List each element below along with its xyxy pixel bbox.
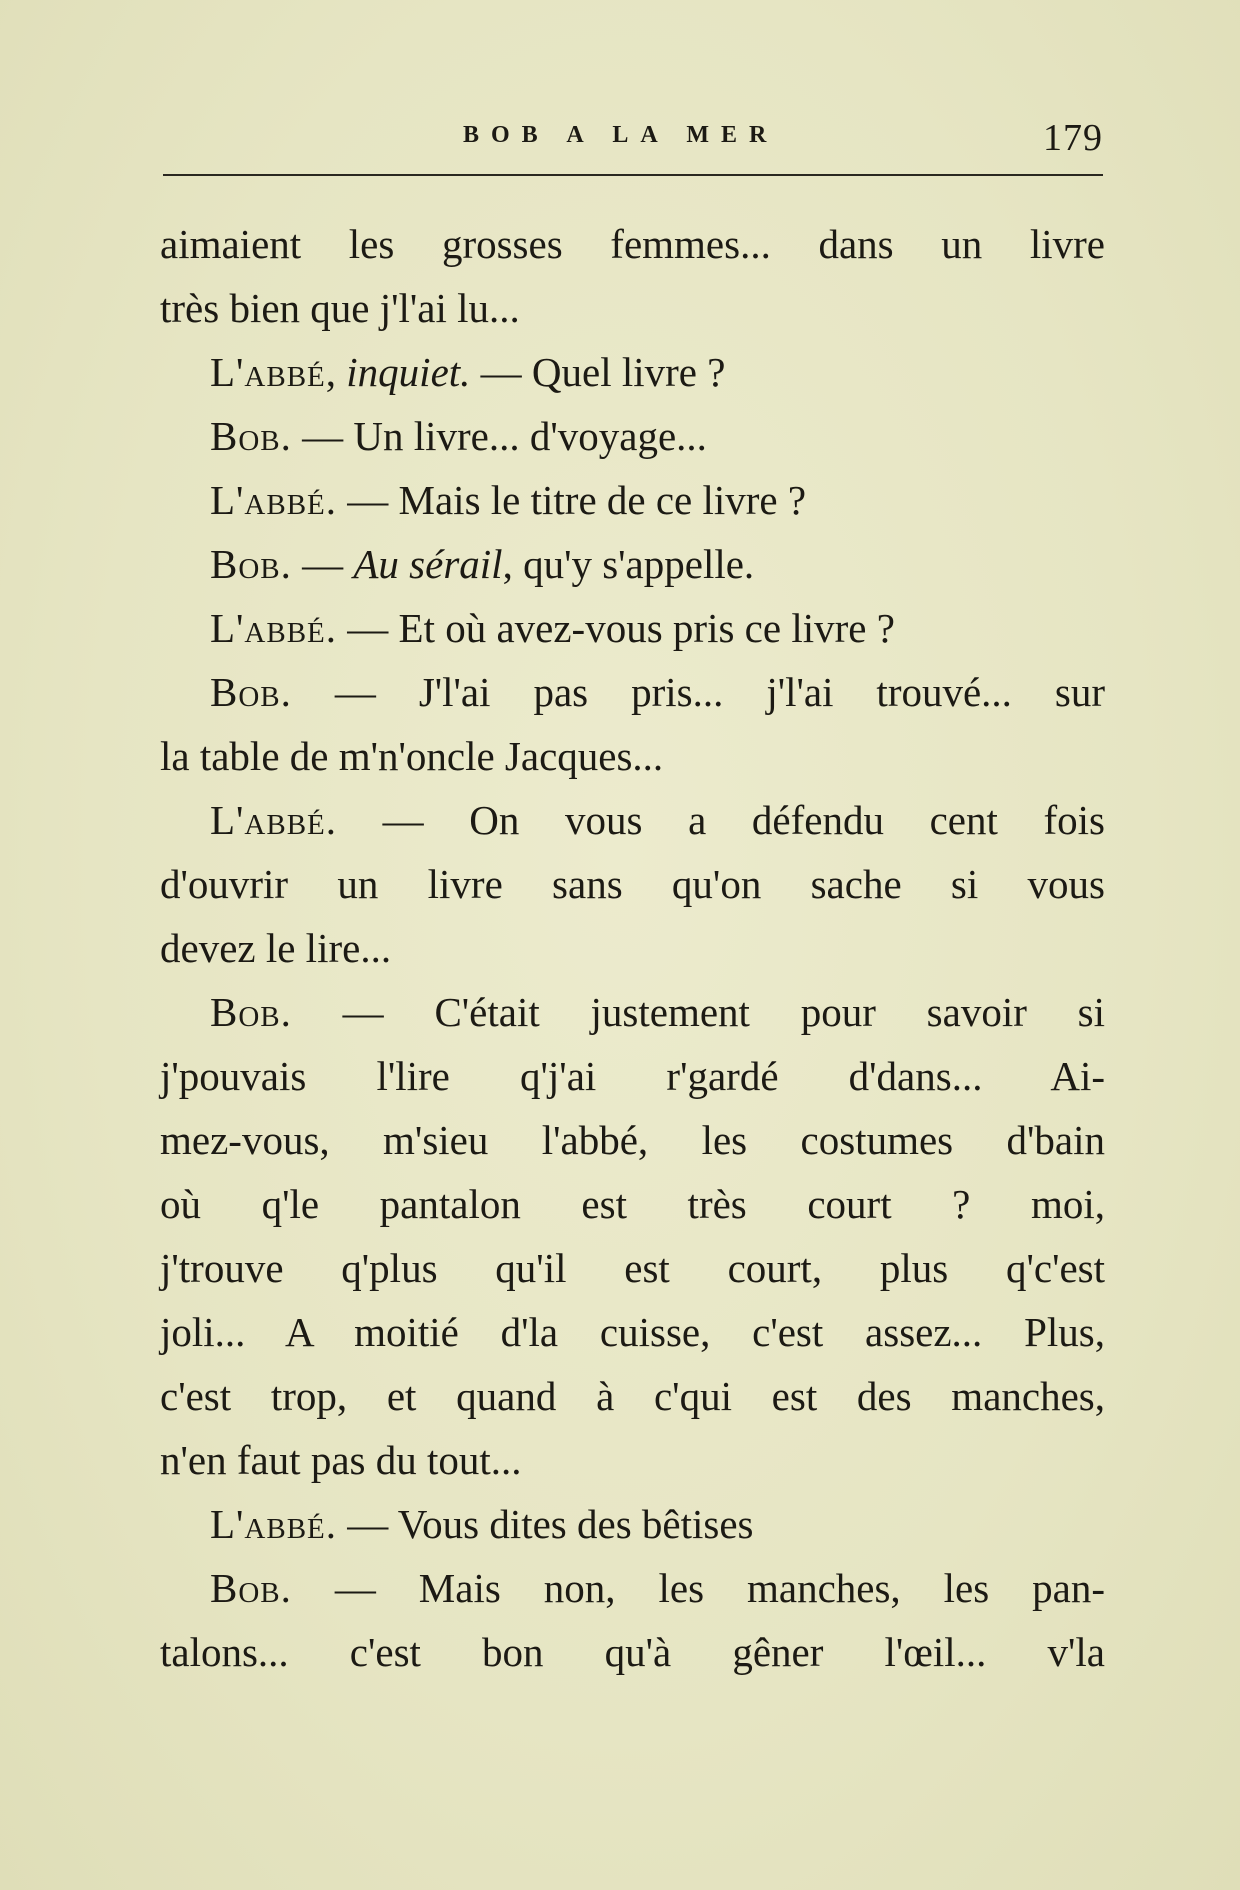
speaker-name: L'abbé [210, 349, 326, 395]
book-title: Au sérail [353, 541, 503, 587]
dialogue-line: L'abbé. — On vous a défendu cent fois [210, 797, 1105, 843]
dialogue-line: Bob. — Mais non, les manches, les pan- [210, 1565, 1105, 1611]
text-line: très bien que j'l'ai lu... [160, 285, 520, 331]
dialogue-line: Bob. — C'était justement pour savoir si [210, 989, 1105, 1035]
text-line: mez-vous, m'sieu l'abbé, les costumes d'bain [160, 1117, 1105, 1163]
dialogue-line: L'abbé. — Et où avez-vous pris ce livre ? [210, 605, 895, 651]
speaker-name: Bob. [210, 1565, 292, 1611]
text-line: devez le lire... [160, 925, 392, 971]
text-line: d'ouvrir un livre sans qu'on sache si vous [160, 861, 1105, 907]
page-number: 179 [1043, 117, 1103, 159]
text-line: j'pouvais l'lire q'j'ai r'gardé d'dans... Ai- [160, 1053, 1105, 1099]
text-line: la table de m'n'oncle Jacques... [160, 733, 664, 779]
text-line: où q'le pantalon est très court ? moi, [160, 1181, 1105, 1227]
text-line: c'est trop, et quand à c'qui est des manches, [160, 1373, 1105, 1419]
speaker-name: Bob. [210, 989, 292, 1035]
text-line: talons... c'est bon qu'à gêner l'œil... v'la [160, 1629, 1105, 1675]
running-title: BOB A LA MER [463, 122, 779, 148]
dialogue-line: L'abbé. — Mais le titre de ce livre ? [210, 477, 807, 523]
text-line: aimaient les grosses femmes... dans un livre [160, 221, 1105, 267]
text-line: joli... A moitié d'la cuisse, c'est assez... Plus, [160, 1309, 1105, 1355]
running-head [163, 110, 1103, 170]
speaker-name: Bob. [210, 669, 292, 715]
speaker-name: L'abbé. [210, 1501, 338, 1547]
speaker-name: L'abbé. [210, 477, 338, 523]
speaker-name: Bob. [210, 413, 292, 459]
dialogue-line: Bob. — J'l'ai pas pris... j'l'ai trouvé... sur [210, 669, 1105, 715]
dialogue-line: L'abbé, inquiet. — Quel livre ? [210, 349, 726, 395]
dialogue-line: Bob. — Au sérail, qu'y s'appelle. [210, 541, 755, 587]
speaker-name: L'abbé. [210, 605, 338, 651]
speaker-name: L'abbé. [210, 797, 338, 843]
body-text [160, 212, 1105, 1684]
dialogue-line: L'abbé. — Vous dites des bêtises [210, 1501, 754, 1547]
header-rule [163, 174, 1103, 176]
stage-direction: inquiet. [346, 349, 471, 395]
text-line: n'en faut pas du tout... [160, 1437, 522, 1483]
text-line: j'trouve q'plus qu'il est court, plus q'c'est [160, 1245, 1105, 1291]
speaker-name: Bob. [210, 541, 292, 587]
dialogue-line: Bob. — Un livre... d'voyage... [210, 413, 707, 459]
